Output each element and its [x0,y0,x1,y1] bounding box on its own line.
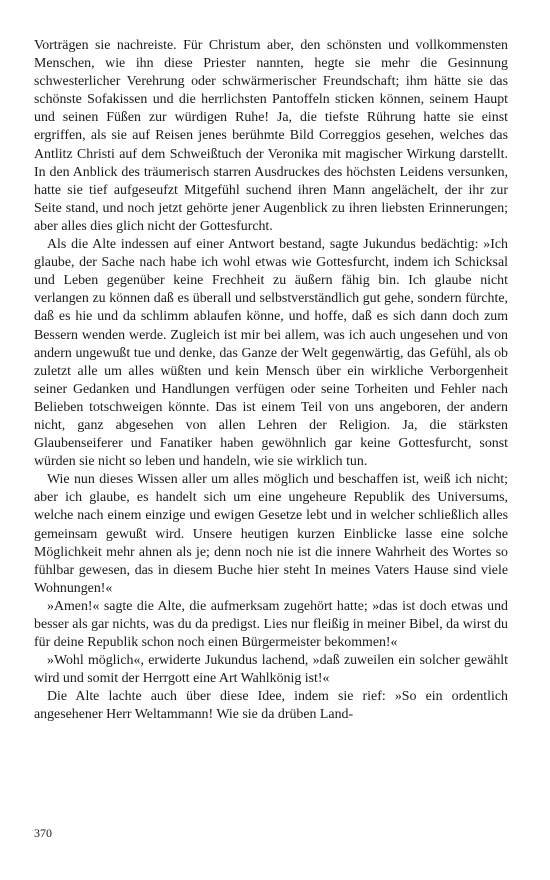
paragraph: Wie nun dieses Wissen aller um alles möglich und beschaffen ist, weiß ich nicht; aber ich glaube, es handelt sich um eine ungeheure Republik des Universums, welche nach einem einzige und ewigen Gesetze lebt und in welcher schließlich alles gemeinsam gewußt wird. Unsere heutigen kurzen Einblicke lasse eine solche Möglichkeit mehr ahnen als je; denn noch nie ist die innere Wahrheit des Wortes so fühlbar gewesen, das in diesem Buche hier steht In meines Vaters Hause sind viele Wohnungen!« [34,472,508,596]
paragraph: »Wohl möglich«, erwiderte Jukundus lachend, »daß zuweilen ein solcher gewählt wird und somit der Herrgott eine Art Wahlkönig ist!« [34,653,508,687]
page-number: 370 [34,826,52,840]
paragraph: Vorträgen sie nachreiste. Für Christum aber, den schönsten und vollkommensten Menschen, wie ihn diese Priester nannten, hegte sie mehr die Gesinnung schwesterlicher Verehrung oder schwärmerischer Freundschaft; ihm hätte sie das schönste Sofakissen und die herrlichsten Pantoffeln sticken können, seinem Haupt und seinen Füßen zur würdigen Ruhe! Ja, die tiefste Rührung hatte sie einst ergriffen, als sie auf Reisen jenes berühmte Bild Correggios gesehen, welches das Antlitz Christi auf dem Schweißtuch der Veronika mit magischer Wirkung darstellt. In den Anblick des träumerisch starren Ausdruckes des höchsten Leidens versunken, hatte sie tief aufgeseufzt Mitgefühl suchend ihren Mann angelächelt, der ihr zur Seite stand, und noch jetzt gehörte jener Augenblick zu ihren liebsten Erinnerungen; aber alles dies glich nicht der Gottesfurcht. [34,38,508,234]
paragraph: »Amen!« sagte die Alte, die aufmerksam zugehört hatte; »das ist doch etwas und besser als gar nichts, was du da predigst. Lies nur fleißig in meiner Bibel, da wirst du für deine Republik schon noch einen Bürgermeister bekommen!« [34,598,508,651]
paragraph: Als die Alte indessen auf einer Antwort bestand, sagte Jukundus bedächtig: »Ich glaube, der Sache nach habe ich wohl etwas wie Gottesfurcht, indem ich Schicksal und Leben gegenüber keine Frechheit zu äußern fähig bin. Ich glaube nicht verlangen zu können daß es überall und selbstverständlich gut gehe, sondern fürchte, daß es hie und da schlimm ablaufen könne, und hoffe, daß es sich dann doch zum Bessern wenden werde. Zugleich ist mir bei allem, was ich auch ungesehen und von andern ungewußt tue und denke, das Ganze der Welt gegenwärtig, das Gefühl, als ob zuletzt alle um alles wüßten und kein Mensch über ein wirkliche Verborgenheit seiner Gedanken und Handlungen verfügen oder seine Torheiten und Fehler nach Belieben totschweigen könnte. Das ist einem Teil von uns angeboren, der andern nicht, ganz abgesehen von allen Lehren der Religion. Ja, die stärksten Glaubenseiferer und Fanatiker haben gewöhnlich gar keine Gottesfurcht, sonst würden sie nicht so leben und handeln, wie sie wirklich tun. [34,237,508,470]
paragraph: Die Alte lachte auch über diese Idee, indem sie rief: »So ein ordentlich angesehener Herr Weltammann! Wie sie da drüben Land- [34,689,508,723]
body-text [34,37,508,725]
